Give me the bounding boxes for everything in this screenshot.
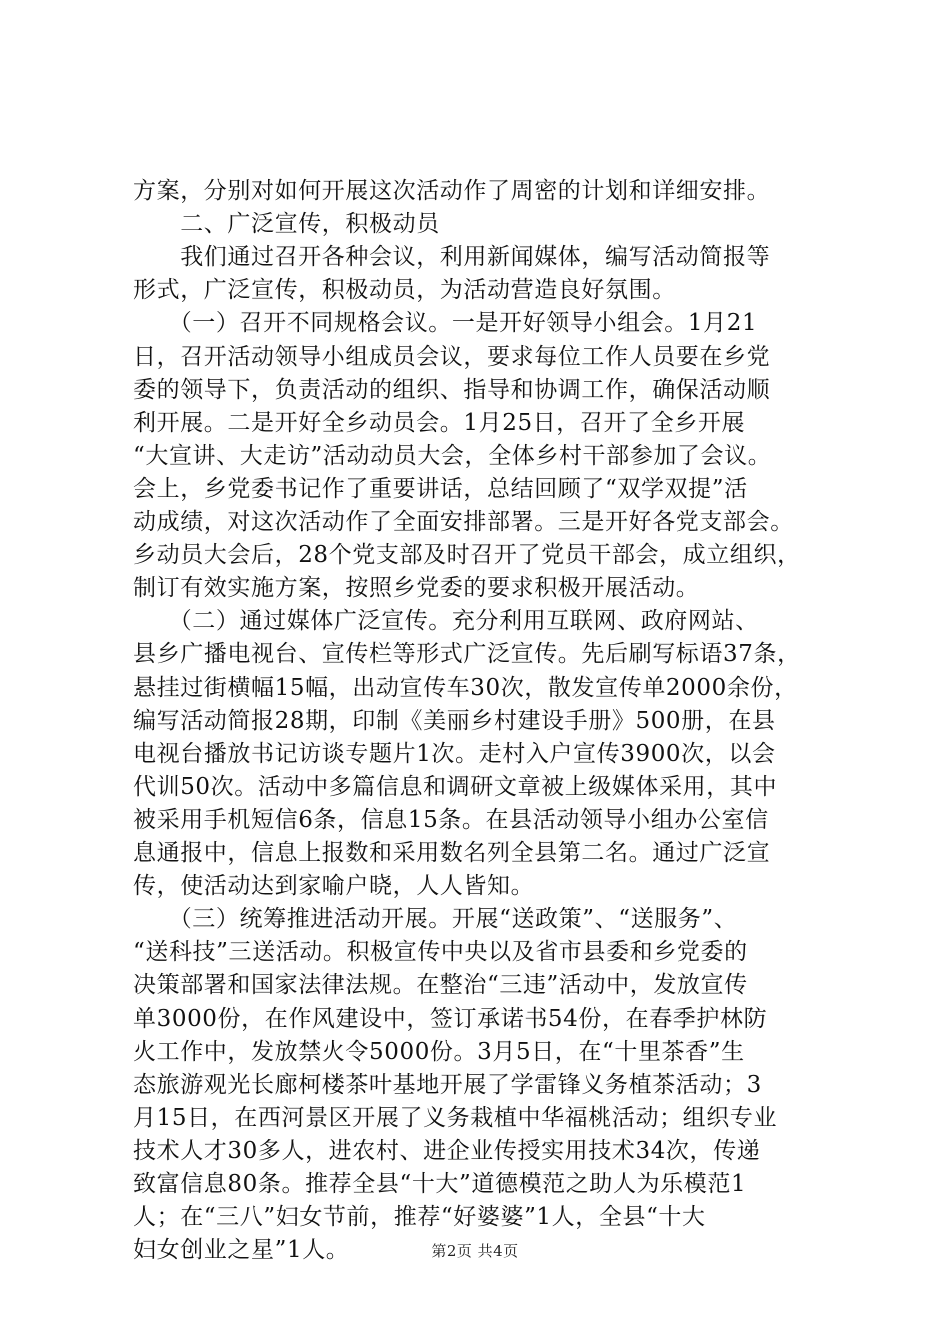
text-line: 代训50次。活动中多篇信息和调研文章被上级媒体采用，其中 xyxy=(133,774,778,800)
text-line: 被采用手机短信6条，信息15条。在县活动领导小组办公室信 xyxy=(133,807,769,833)
text-line: 委的领导下，负责活动的组织、指导和协调工作，确保活动顺 xyxy=(133,377,771,403)
subsection-heading-line: （三）统筹推进活动开展。开展“送政策”、“送服务”、 xyxy=(133,906,738,932)
text-line: 乡动员大会后，28个党支部及时召开了党员干部会，成立组织， xyxy=(133,542,801,568)
text-line: 单3000份，在作风建设中，签订承诺书54份，在春季护林防 xyxy=(133,1006,768,1032)
text-line: 制订有效实施方案，按照乡党委的要求积极开展活动。 xyxy=(133,575,700,601)
text-line: 妇女创业之星”1人。 xyxy=(133,1237,350,1263)
text-line: 致富信息80条。推荐全县“十大”道德模范之助人为乐模范1 xyxy=(133,1171,747,1197)
text-line: 利开展。二是开好全乡动员会。1月25日，召开了全乡开展 xyxy=(133,410,746,436)
text-line: 技术人才30多人，进农村、进企业传授实用技术34次，传递 xyxy=(133,1138,761,1164)
text-line: “大宣讲、大走访”活动动员大会，全体乡村干部参加了会议。 xyxy=(133,443,772,469)
text-line: 动成绩，对这次活动作了全面安排部署。三是开好各党支部会。 xyxy=(133,509,794,535)
text-line: 我们通过召开各种会议，利用新闻媒体，编写活动简报等 xyxy=(133,244,771,270)
page-number-footer: 第2页 共4页 xyxy=(431,1242,519,1260)
text-line: 编写活动简报28期，印制《美丽乡村建设手册》500册，在县 xyxy=(133,708,776,734)
text-line: 传，使活动达到家喻户晓，人人皆知。 xyxy=(133,873,535,899)
text-line: 人；在“三八”妇女节前，推荐“好婆婆”1人，全县“十大 xyxy=(133,1204,706,1230)
text-line: 息通报中，信息上报数和采用数名列全县第二名。通过广泛宣 xyxy=(133,840,771,866)
subsection-heading-line: （二）通过媒体广泛宣传。充分利用互联网、政府网站、 xyxy=(133,608,759,634)
text-line: 日，召开活动领导小组成员会议，要求每位工作人员要在乡党 xyxy=(133,344,771,370)
subsection-heading-line: （一）召开不同规格会议。一是开好领导小组会。1月21 xyxy=(133,310,758,336)
text-line: 会上，乡党委书记作了重要讲话，总结回顾了“双学双提”活 xyxy=(133,476,748,502)
text-line: 电视台播放书记访谈专题片1次。走村入户宣传3900次，以会 xyxy=(133,741,776,767)
text-line: 县乡广播电视台、宣传栏等形式广泛宣传。先后刷写标语37条， xyxy=(133,641,801,667)
section-heading: 二、广泛宣传，积极动员 xyxy=(133,211,440,237)
text-line: 决策部署和国家法律法规。在整治“三违”活动中，发放宣传 xyxy=(133,972,748,998)
text-line: 月15日，在西河景区开展了义务栽植中华福桃活动；组织专业 xyxy=(133,1105,778,1131)
text-line: 态旅游观光长廊柯楼茶叶基地开展了学雷锋义务植茶活动；3 xyxy=(133,1072,762,1098)
text-line: 方案，分别对如何开展这次活动作了周密的计划和详细安排。 xyxy=(133,178,771,204)
text-line: 悬挂过街横幅15幅，出动宣传车30次，散发宣传单2000余份， xyxy=(133,675,798,701)
text-line: 火工作中，发放禁火令5000份。3月5日，在“十里茶香”生 xyxy=(133,1039,745,1065)
text-line: “送科技”三送活动。积极宣传中央以及省市县委和乡党委的 xyxy=(133,939,748,965)
text-line: 形式，广泛宣传，积极动员，为活动营造良好氛围。 xyxy=(133,277,676,303)
